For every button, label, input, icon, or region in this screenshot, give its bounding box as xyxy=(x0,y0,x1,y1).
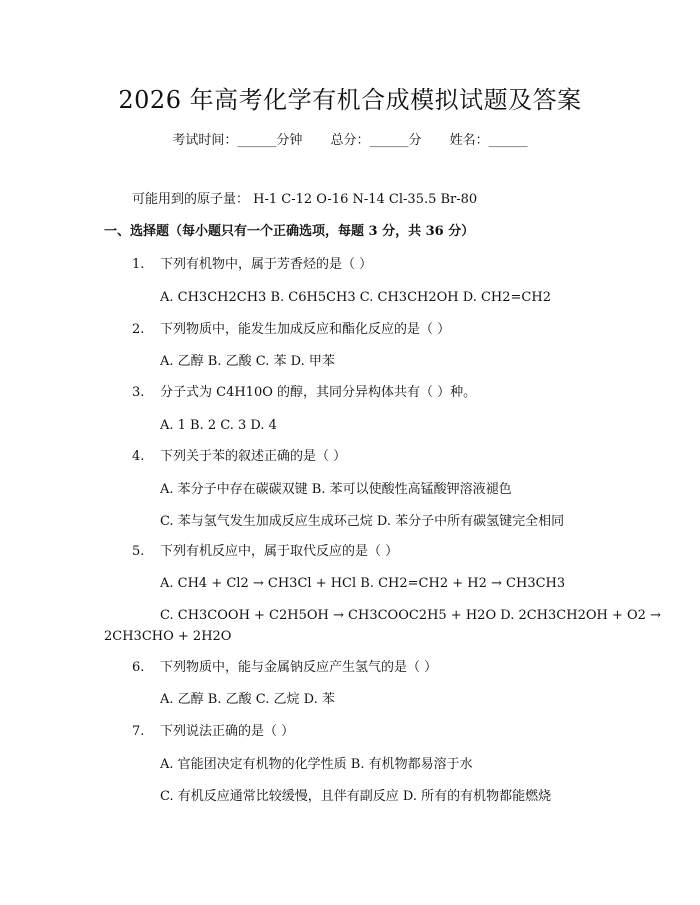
question-1-options: A. CH3CH2CH3 B. C6H5CH3 C. CH3CH2OH D. CH2=CH2 xyxy=(160,290,551,305)
question-stem: 分子式为 C4H10O 的醇，其同分异构体共有（ ）种。 xyxy=(160,385,477,400)
question-number: 1. xyxy=(132,257,145,272)
exam-time-field: 考试时间：______分钟 xyxy=(172,133,303,148)
question-number: 3. xyxy=(132,385,145,400)
question-4 xyxy=(132,447,346,467)
question-7-option-line-1: A. 官能团决定有机物的化学性质 B. 有机物都易溶于水 xyxy=(160,757,473,772)
question-stem: 下列关于苯的叙述正确的是（ ） xyxy=(160,449,347,464)
question-3-options: A. 1 B. 2 C. 3 D. 4 xyxy=(160,418,277,433)
question-stem: 下列物质中，能与金属钠反应产生氢气的是（ ） xyxy=(160,660,438,675)
exam-meta xyxy=(0,130,700,152)
question-number: 7. xyxy=(132,724,145,739)
student-name-field: 姓名：______ xyxy=(449,133,528,148)
question-7-option-line-2: C. 有机反应通常比较缓慢，且伴有副反应 D. 所有的有机物都能燃烧 xyxy=(160,789,552,804)
question-number: 4. xyxy=(132,449,145,464)
question-stem: 下列物质中，能发生加成反应和酯化反应的是（ ） xyxy=(160,322,451,337)
question-number: 2. xyxy=(132,322,145,337)
question-2 xyxy=(132,320,450,340)
question-3 xyxy=(132,383,476,403)
question-6-options: A. 乙醇 B. 乙酸 C. 乙烷 D. 苯 xyxy=(160,692,335,707)
atomic-masses: 可能用到的原子量： H-1 C-12 O-16 N-14 Cl-35.5 Br-80 xyxy=(132,192,478,207)
question-5-option-line-2: C. CH3COOH + C2H5OH → CH3COOC2H5 + H2O D. 2CH3CH2OH + O2 → xyxy=(160,608,661,623)
question-4-option-line-2: C. 苯与氢气发生加成反应生成环己烷 D. 苯分子中所有碳氢键完全相同 xyxy=(160,514,565,529)
question-stem: 下列说法正确的是（ ） xyxy=(160,724,295,739)
question-1 xyxy=(132,255,372,275)
question-number: 5. xyxy=(132,544,145,559)
question-4-option-line-1: A. 苯分子中存在碳碳双键 B. 苯可以使酸性高锰酸钾溶液褪色 xyxy=(160,482,512,497)
question-number: 6. xyxy=(132,660,145,675)
question-5-option-line-3: 2CH3CHO + 2H2O xyxy=(104,629,232,644)
page-title: 2026 年高考化学有机合成模拟试题及答案 xyxy=(118,86,582,114)
section-heading: 一、选择题（每小题只有一个正确选项，每题 3 分，共 36 分） xyxy=(104,224,475,239)
question-5-option-line-1: A. CH4 + Cl2 → CH3Cl + HCl B. CH2=CH2 + H2 → CH3CH3 xyxy=(160,576,566,591)
question-2-options: A. 乙醇 B. 乙酸 C. 苯 D. 甲苯 xyxy=(160,354,335,369)
question-stem: 下列有机反应中，属于取代反应的是（ ） xyxy=(160,544,399,559)
question-5 xyxy=(132,542,398,562)
total-score-field: 总分：______分 xyxy=(330,133,422,148)
question-7 xyxy=(132,722,294,742)
question-6 xyxy=(132,658,437,678)
question-stem: 下列有机物中，属于芳香烃的是（ ） xyxy=(160,257,373,272)
